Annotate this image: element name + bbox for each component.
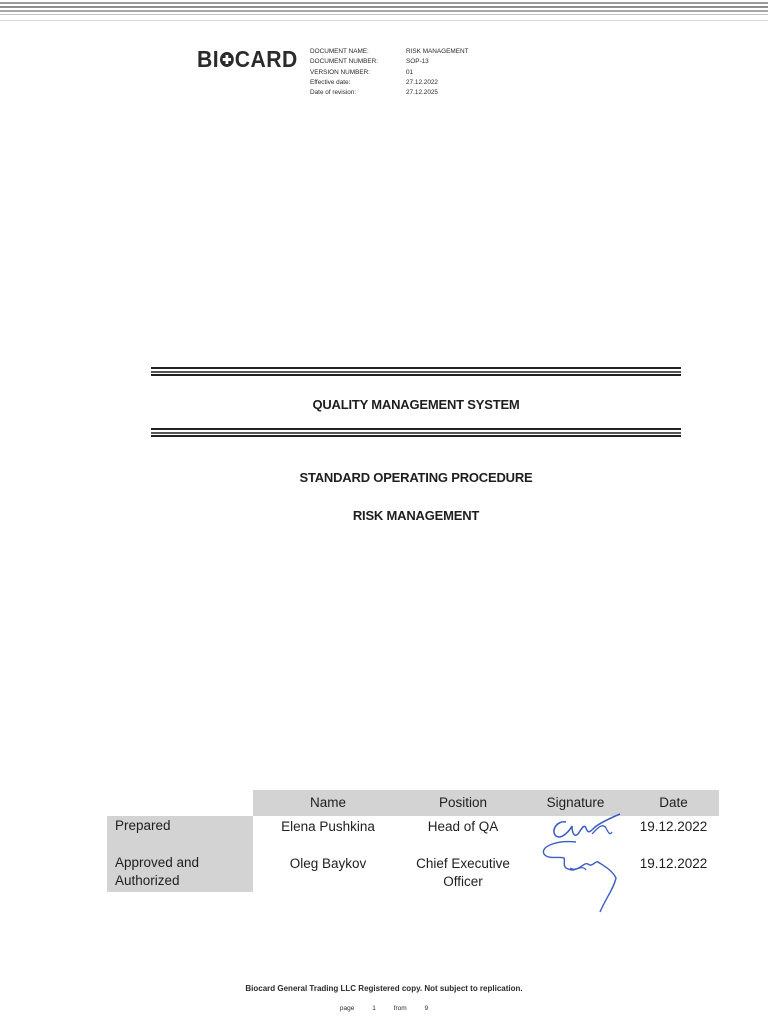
approved-name: Oleg Baykov xyxy=(289,856,367,871)
row-label-prepared: Prepared xyxy=(115,818,171,833)
meta-value: 01 xyxy=(406,68,414,76)
header-name: Name xyxy=(309,795,346,810)
header-signature: Signature xyxy=(546,795,605,810)
meta-label: DOCUMENT NUMBER: xyxy=(310,58,379,66)
meta-value: 27.12.2022 xyxy=(406,78,438,86)
prepared-date: 19.12.2022 xyxy=(639,819,708,834)
doc-name-heading: RISK MANAGEMENT xyxy=(352,508,480,523)
cross-dot-icon xyxy=(220,52,234,67)
biocard-logo: BI CARD xyxy=(197,46,298,72)
handwritten-signatures xyxy=(536,808,636,918)
row-label-approved: Approved and Authorized xyxy=(115,855,200,888)
page-indicator xyxy=(0,1005,768,1012)
meta-label: VERSION NUMBER: xyxy=(310,68,371,76)
meta-label: Effective date: xyxy=(310,78,351,86)
prepared-name: Elena Pushkina xyxy=(281,819,375,834)
header-position: Position xyxy=(438,795,488,810)
meta-label: Date of revision: xyxy=(310,89,357,97)
title-rule-top xyxy=(151,367,681,379)
footer-notice: Biocard General Trading LLC Registered copy. Not subject to replication. xyxy=(245,984,523,993)
document-metadata xyxy=(310,47,469,98)
approved-position: Chief Executive Officer xyxy=(416,856,510,889)
meta-value: 27.12.2025 xyxy=(406,89,438,97)
approved-date: 19.12.2022 xyxy=(639,856,708,871)
qms-heading: QUALITY MANAGEMENT SYSTEM xyxy=(312,397,520,412)
meta-value: RISK MANAGEMENT xyxy=(406,48,469,55)
from-label: from xyxy=(393,1005,407,1012)
page-number: 1 xyxy=(372,1005,376,1012)
meta-value: SOP-13 xyxy=(406,58,429,66)
meta-row xyxy=(310,47,469,57)
title-rule-bottom xyxy=(151,428,681,440)
meta-row xyxy=(310,78,469,88)
meta-row xyxy=(310,68,469,78)
meta-label: DOCUMENT NAME: xyxy=(310,48,369,55)
page-label: page xyxy=(339,1005,355,1012)
doc-type-heading: STANDARD OPERATING PROCEDURE xyxy=(299,470,533,485)
prepared-position: Head of QA xyxy=(427,819,499,834)
meta-row xyxy=(310,88,469,98)
page-total: 9 xyxy=(424,1005,429,1012)
scan-edge xyxy=(0,0,768,24)
meta-row xyxy=(310,57,469,67)
header-date: Date xyxy=(659,795,688,810)
